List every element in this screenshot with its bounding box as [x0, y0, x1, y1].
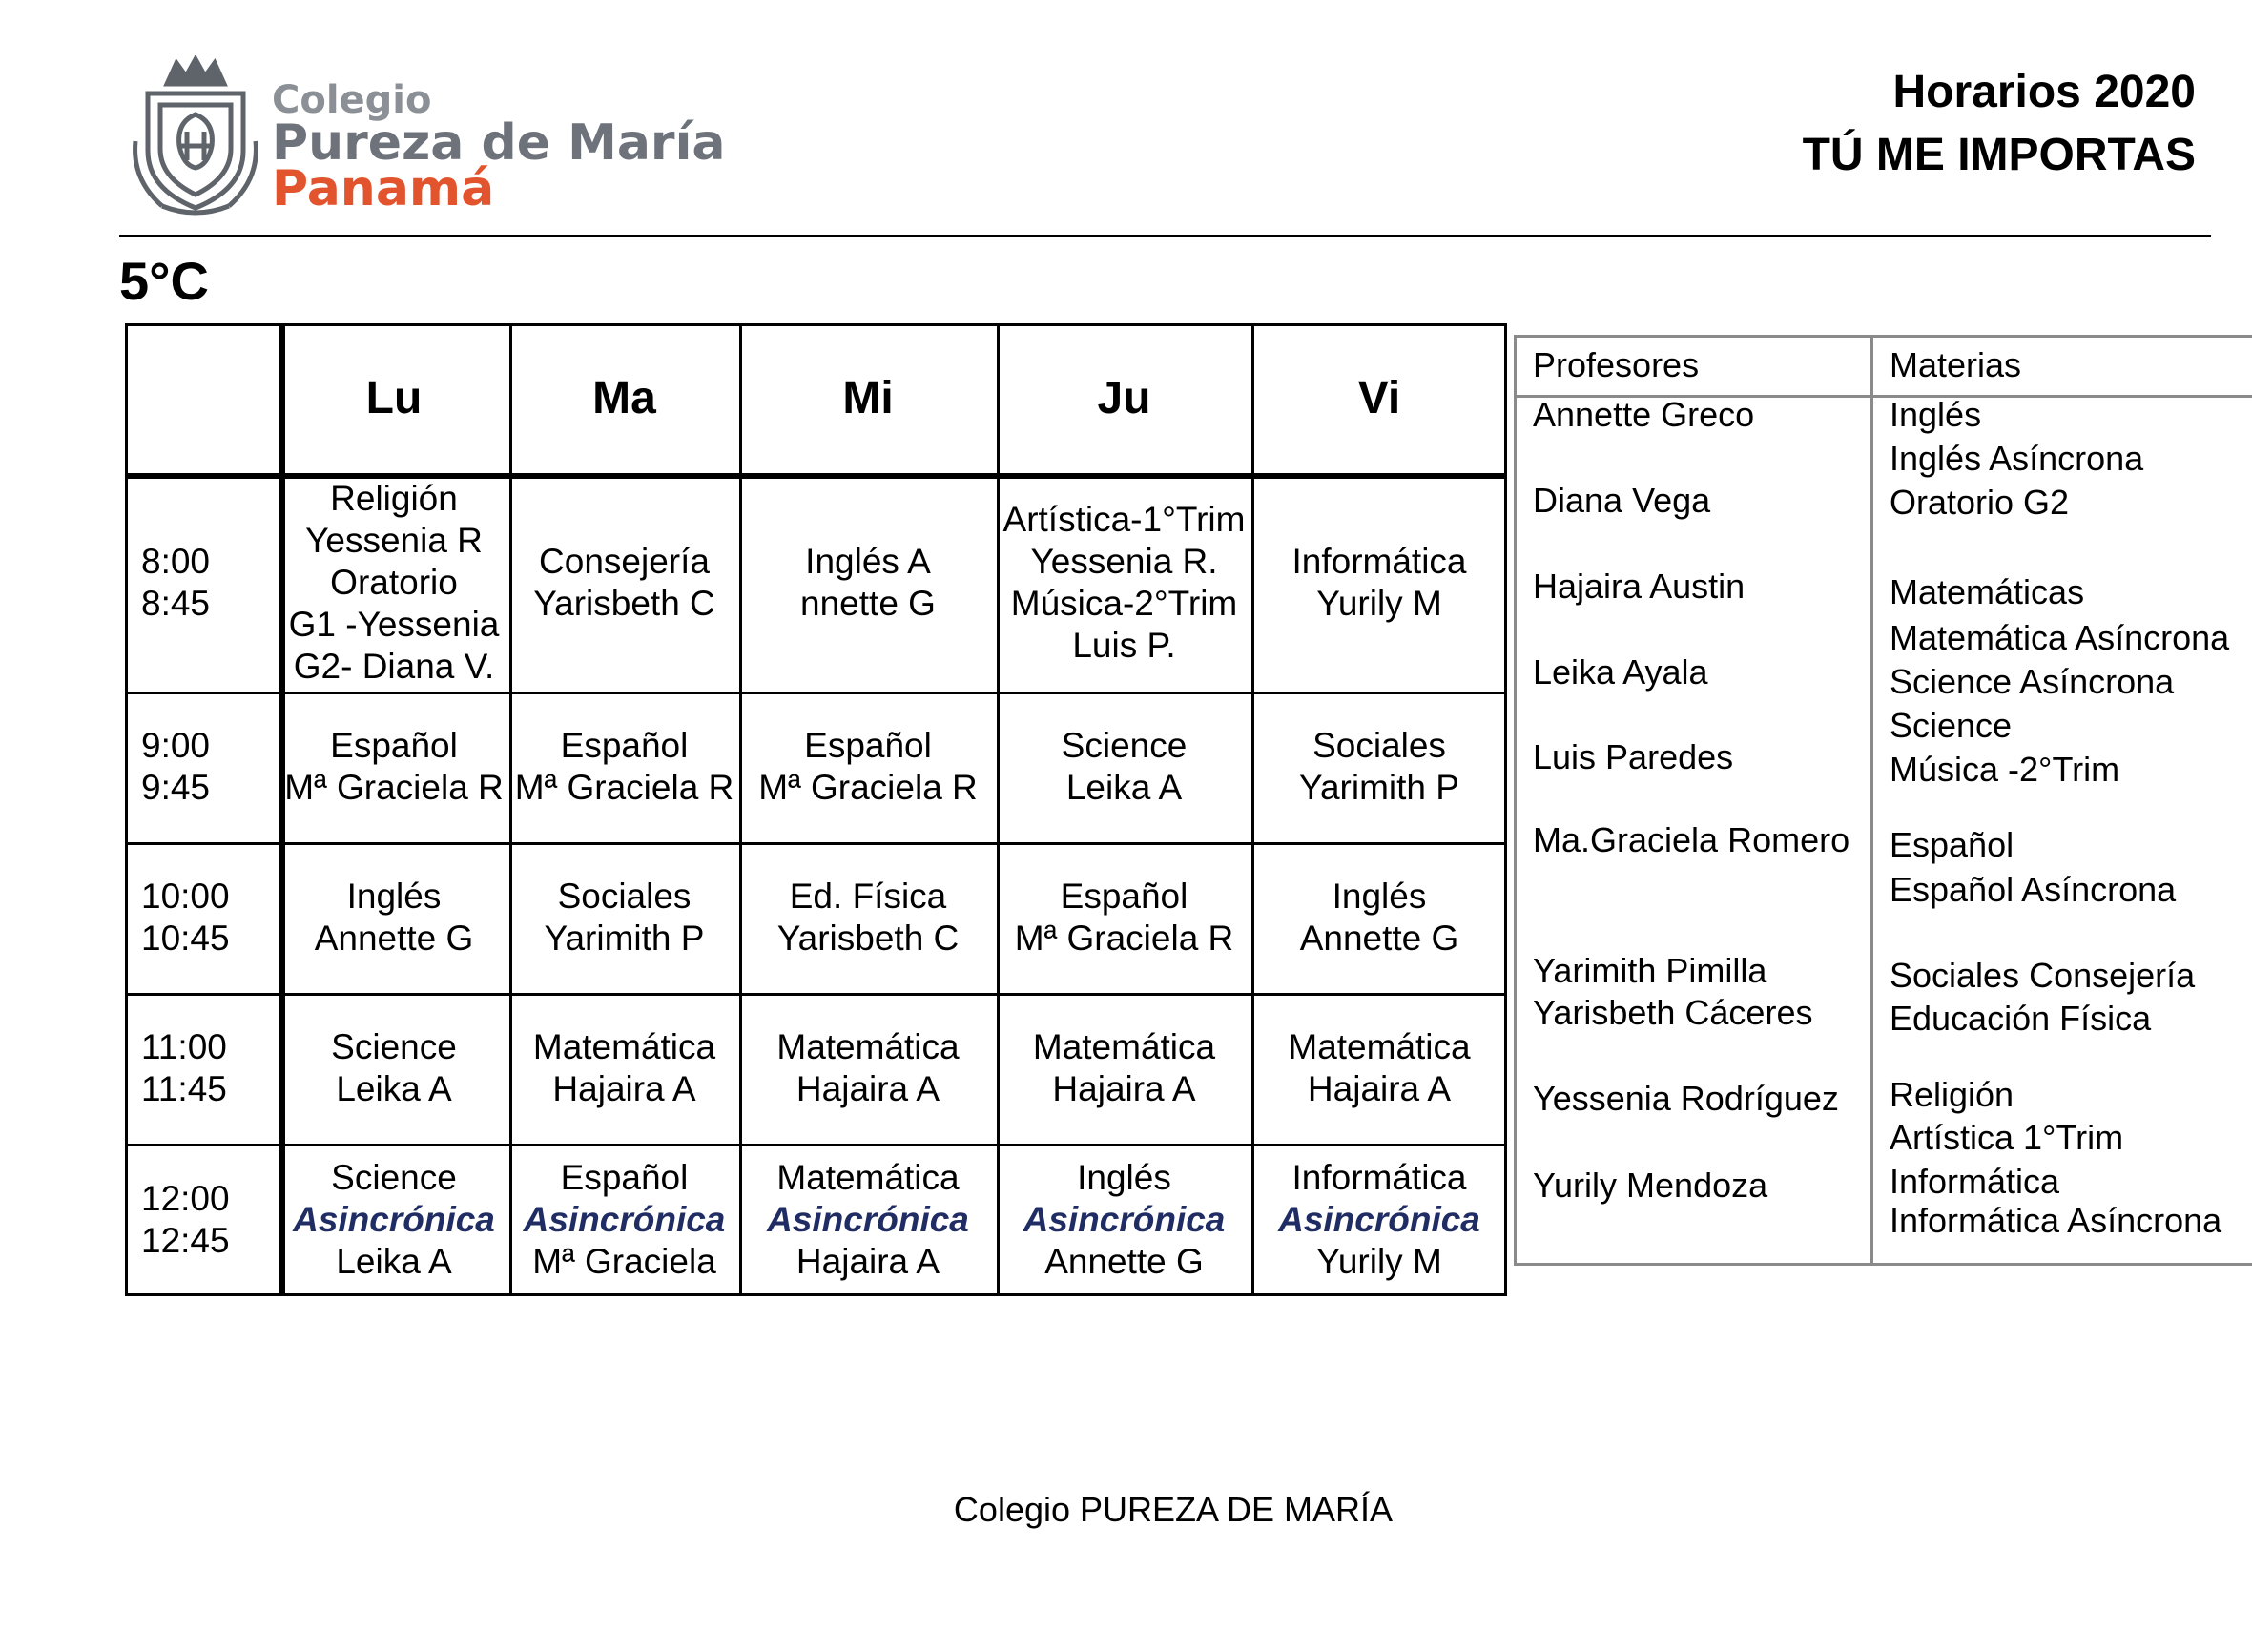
teachers-subjects-legend	[1514, 335, 2252, 1266]
time-slot	[125, 842, 279, 993]
cell-line: Inglés	[1332, 877, 1427, 916]
async-label: Asincrónica	[1278, 1200, 1480, 1239]
cell-line: Religión	[330, 478, 458, 518]
cell-line: Hajaira A	[795, 1069, 940, 1108]
logo-line-name: Pureza de María	[272, 114, 726, 172]
cell-line: Hajaira A	[552, 1069, 696, 1108]
cell-line: G1 -Yessenia	[288, 604, 500, 644]
legend-subject: Religión	[1890, 1075, 2014, 1114]
cell-line: Matemática	[776, 1158, 960, 1197]
schedule-cell	[1251, 842, 1507, 993]
legend-subject: Música -2°Trim	[1890, 750, 2120, 789]
cell-line: Sociales	[557, 877, 692, 916]
schedule-cell	[509, 993, 739, 1144]
cell-line: Mª Graciela R	[758, 768, 978, 807]
cell-line: G2- Diana V.	[293, 646, 495, 686]
time-slot	[125, 473, 279, 692]
legend-teacher: Leika Ayala	[1533, 652, 1708, 692]
cell-line: Oratorio	[330, 562, 458, 602]
cell-line: Español	[560, 1158, 689, 1197]
cell-line: Yarimith P	[1299, 768, 1459, 807]
async-label: Asincrónica	[293, 1200, 495, 1239]
cell-line: Inglés	[346, 877, 442, 916]
time-slot	[125, 1144, 279, 1296]
legend-subject: Inglés	[1890, 395, 1982, 434]
day-header-vi	[1251, 323, 1507, 473]
schedule-cell	[279, 692, 509, 842]
footer: Colegio PUREZA DE MARÍA	[953, 1490, 1394, 1529]
cell-line: Vi	[1357, 372, 1401, 423]
school-logo	[124, 55, 726, 222]
schedule-cell	[509, 473, 739, 692]
cell-line: Yarisbeth C	[533, 583, 715, 623]
cell-line: Hajaira A	[1307, 1069, 1452, 1108]
cell-line: Yurily M	[1316, 583, 1442, 623]
cell-line: Matemática	[1032, 1027, 1216, 1066]
legend-teacher: Luis Paredes	[1533, 737, 1734, 776]
legend-teacher: Yurily Mendoza	[1533, 1166, 1768, 1205]
cell-line: Informática	[1291, 1158, 1467, 1197]
cell-line: 9:45	[141, 768, 211, 807]
cell-line: Annette G	[1299, 919, 1459, 958]
schedule-cell	[739, 842, 997, 993]
schedule-cell	[1251, 993, 1507, 1144]
cell-line: Inglés A	[805, 541, 931, 581]
legend-border	[1514, 1263, 2252, 1266]
cell-line: Mª Graciela R	[514, 768, 734, 807]
cell-line: 9:00	[141, 726, 211, 765]
time-slot	[125, 993, 279, 1144]
cell-line: Leika A	[1065, 768, 1183, 807]
logo-line-colegio: Colegio	[272, 78, 432, 122]
header-subtitle: TÚ ME IMPORTAS	[1802, 130, 2196, 180]
schedule-cell	[1251, 1144, 1507, 1296]
cell-line: Yessenia R	[305, 520, 483, 560]
schedule-cell	[739, 473, 997, 692]
cell-line: Hajaira A	[1052, 1069, 1196, 1108]
async-label: Asincrónica	[767, 1200, 969, 1239]
cell-line: Consejería	[539, 541, 710, 581]
cell-line: Español	[1060, 877, 1188, 916]
async-label: Asincrónica	[1023, 1200, 1226, 1239]
cell-line: 12:00	[141, 1179, 230, 1218]
legend-teacher: Ma.Graciela Romero	[1533, 820, 1850, 859]
schedule-cell	[997, 993, 1251, 1144]
cell-line: 12:45	[141, 1221, 230, 1260]
legend-subject: Español Asíncrona	[1890, 870, 2177, 909]
legend-header-subjects: Materias	[1890, 345, 2022, 384]
schedule-cell	[997, 692, 1251, 842]
legend-teacher: Yessenia Rodríguez	[1533, 1079, 1839, 1118]
legend-border	[1514, 335, 1517, 1266]
legend-subject: Informática	[1890, 1162, 2060, 1201]
legend-subject: Oratorio G2	[1890, 483, 2070, 522]
cell-line: Leika A	[336, 1069, 452, 1108]
legend-border	[1870, 335, 1873, 1266]
header	[1803, 61, 2196, 187]
cell-line: Ju	[1097, 372, 1151, 423]
cell-line: Leika A	[336, 1242, 452, 1281]
cell-line: Inglés	[1077, 1158, 1171, 1197]
cell-line: Matemática	[776, 1027, 960, 1066]
legend-subject: Español	[1890, 825, 2014, 864]
cell-line: 8:00	[141, 541, 211, 581]
cell-line: Luis P.	[1072, 625, 1176, 665]
schedule-cell	[279, 473, 509, 692]
cell-line: Yessenia R.	[1030, 541, 1218, 581]
legend-border	[1514, 335, 2252, 338]
legend-teacher: Annette Greco	[1533, 395, 1755, 434]
header-divider	[119, 235, 2211, 237]
cell-line: Yarimith P	[544, 919, 705, 958]
cell-line: 10:00	[141, 877, 230, 916]
cell-line: Science	[331, 1027, 457, 1066]
cell-line: Sociales	[1312, 726, 1446, 765]
cell-line: Science	[1061, 726, 1188, 765]
cell-line: Yarisbeth C	[776, 919, 960, 958]
schedule-cell	[509, 692, 739, 842]
cell-line: Español	[804, 726, 932, 765]
schedule-cell	[739, 1144, 997, 1296]
logo-line-country: Panamá	[272, 160, 495, 217]
cell-line: 8:45	[141, 583, 211, 623]
schedule-cell	[279, 993, 509, 1144]
cell-line: 11:00	[141, 1027, 227, 1066]
schedule-cell	[279, 1144, 509, 1296]
legend-subject: Science	[1890, 706, 2013, 745]
legend-teacher: Yarimith Pimilla	[1533, 951, 1767, 990]
cell-line: Informática	[1291, 541, 1467, 581]
day-header-ju	[997, 323, 1251, 473]
cell-line: Mª Graciela R	[1014, 919, 1234, 958]
legend-subject: Inglés Asíncrona	[1890, 439, 2144, 478]
cell-line: Mª Graciela R	[284, 768, 504, 807]
schedule-cell	[509, 842, 739, 993]
schedule-cell	[509, 1144, 739, 1296]
legend-header-teachers: Profesores	[1533, 345, 1700, 384]
schedule-cell	[997, 842, 1251, 993]
cell-line: Lu	[365, 372, 423, 423]
cell-line: 10:45	[141, 919, 230, 958]
cell-line: Ma	[592, 372, 656, 423]
cell-line: Artística-1°Trim	[1002, 499, 1246, 539]
header-title: Horarios 2020	[1892, 67, 2196, 117]
legend-subject: Sociales Consejería	[1890, 956, 2196, 995]
time-slot	[125, 692, 279, 842]
legend-teacher: Hajaira Austin	[1533, 567, 1746, 606]
cell-line: Mª Graciela	[532, 1242, 716, 1281]
async-label: Asincrónica	[523, 1200, 726, 1239]
schedule-cell	[279, 842, 509, 993]
legend-subject: Educación Física	[1890, 999, 2152, 1038]
cell-line: Hajaira A	[795, 1242, 940, 1281]
cell-line: Matemática	[1288, 1027, 1471, 1066]
cell-line: nnette G	[800, 583, 936, 623]
legend-subject: Informática Asíncrona	[1890, 1201, 2222, 1240]
cell-line: Español	[560, 726, 689, 765]
grade-label: 5°C	[119, 251, 209, 311]
legend-subject: Matemática Asíncrona	[1890, 618, 2230, 657]
schedule-cell	[997, 473, 1251, 692]
cell-line: Annette G	[1044, 1242, 1204, 1281]
legend-teacher: Diana Vega	[1533, 481, 1711, 520]
schedule-cell	[739, 993, 997, 1144]
day-header-lu	[279, 323, 509, 473]
cell-line: Yurily M	[1316, 1242, 1442, 1281]
cell-line: Ed. Física	[789, 877, 947, 916]
cell-line: Science	[331, 1158, 457, 1197]
legend-subject: Science Asíncrona	[1890, 662, 2175, 701]
cell-line: 11:45	[141, 1069, 227, 1108]
day-header-mi	[739, 323, 997, 473]
day-header-ma	[509, 323, 739, 473]
schedule-cell	[739, 692, 997, 842]
schedule-cell	[1251, 692, 1507, 842]
legend-teacher: Yarisbeth Cáceres	[1533, 993, 1813, 1032]
cell-line: Mi	[842, 372, 894, 423]
legend-subject: Artística 1°Trim	[1890, 1118, 2124, 1157]
cell-line: Español	[330, 726, 458, 765]
schedule-cell	[997, 1144, 1251, 1296]
crest-icon	[124, 55, 267, 219]
schedule-table	[125, 323, 1507, 1296]
cell-line: Annette G	[314, 919, 474, 958]
legend-subject: Matemáticas	[1890, 572, 2085, 611]
cell-line: Matemática	[532, 1027, 716, 1066]
schedule-cell	[1251, 473, 1507, 692]
cell-line: Música-2°Trim	[1010, 583, 1238, 623]
